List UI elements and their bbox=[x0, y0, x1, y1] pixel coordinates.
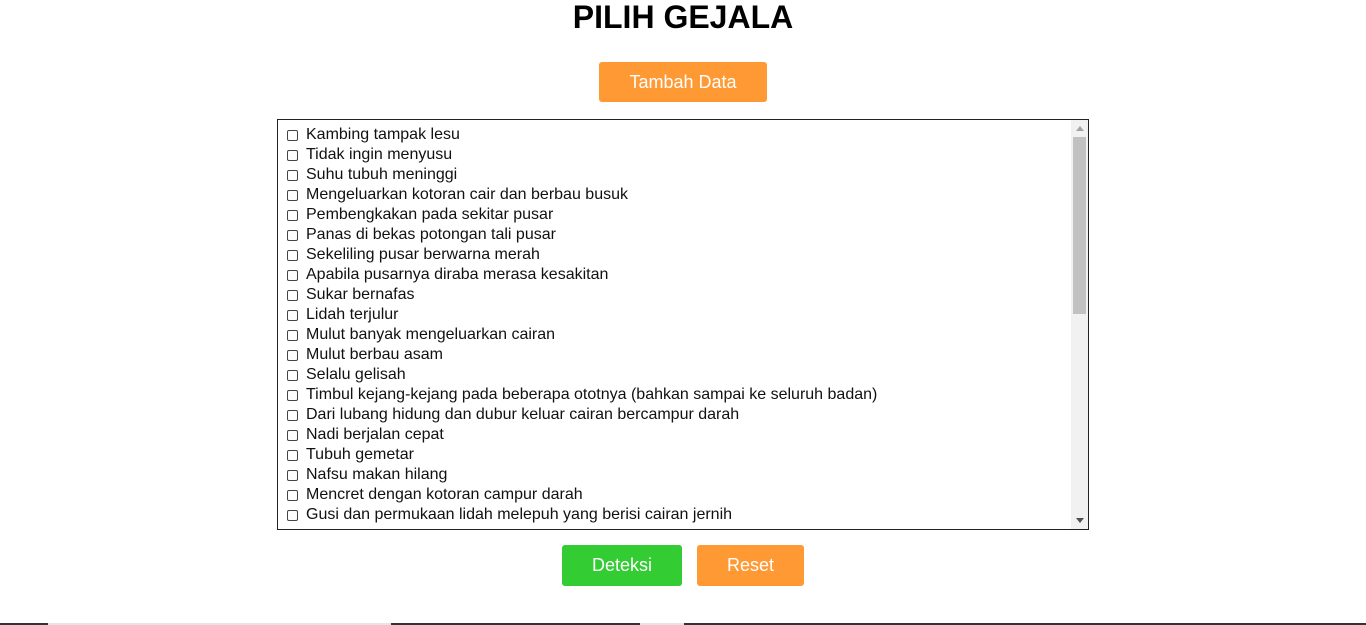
symptom-label: Pembengkakan pada sekitar pusar bbox=[306, 206, 554, 223]
symptom-label: Timbul kejang-kejang pada beberapa ototnya (bahkan sampai ke seluruh badan) bbox=[306, 386, 878, 403]
symptom-label: Nadi berjalan cepat bbox=[306, 426, 444, 443]
symptom-item[interactable] bbox=[278, 385, 1071, 405]
symptom-item[interactable] bbox=[278, 305, 1071, 325]
symptom-checkbox[interactable] bbox=[287, 390, 298, 401]
symptom-item[interactable] bbox=[278, 245, 1071, 265]
detect-button[interactable]: Deteksi bbox=[562, 545, 682, 586]
symptom-checkbox[interactable] bbox=[287, 330, 298, 341]
symptom-item[interactable] bbox=[278, 145, 1071, 165]
symptom-checkbox[interactable] bbox=[287, 310, 298, 321]
symptom-item[interactable] bbox=[278, 505, 1071, 525]
symptom-checkbox[interactable] bbox=[287, 410, 298, 421]
symptom-label: Kambing tampak lesu bbox=[306, 126, 460, 143]
symptom-label: Gusi dan permukaan lidah melepuh yang berisi cairan jernih bbox=[306, 506, 733, 523]
symptom-label: Apabila pusarnya diraba merasa kesakitan bbox=[306, 266, 609, 283]
symptom-label: Mencret dengan kotoran campur darah bbox=[306, 486, 583, 503]
symptom-item[interactable] bbox=[278, 445, 1071, 465]
symptom-label: Sukar bernafas bbox=[306, 286, 415, 303]
symptom-label: Panas di bekas potongan tali pusar bbox=[306, 226, 556, 243]
symptom-item[interactable] bbox=[278, 405, 1071, 425]
symptom-item[interactable] bbox=[278, 345, 1071, 365]
symptom-checkbox[interactable] bbox=[287, 250, 298, 261]
symptom-label: Tubuh gemetar bbox=[306, 446, 414, 463]
symptom-checkbox[interactable] bbox=[287, 210, 298, 221]
symptom-item[interactable] bbox=[278, 165, 1071, 185]
symptom-checkbox[interactable] bbox=[287, 490, 298, 501]
page-title: PILIH GEJALA bbox=[572, 0, 794, 35]
symptom-label: Dari lubang hidung dan dubur keluar cairan bercampur darah bbox=[306, 406, 740, 423]
scroll-down-icon[interactable] bbox=[1071, 512, 1088, 529]
symptom-label: Lidah terjulur bbox=[306, 306, 399, 323]
symptom-checkbox[interactable] bbox=[287, 450, 298, 461]
symptom-list-box[interactable] bbox=[277, 119, 1089, 530]
symptom-item[interactable] bbox=[278, 465, 1071, 485]
symptom-item[interactable] bbox=[278, 485, 1071, 505]
scroll-up-icon[interactable] bbox=[1071, 120, 1088, 137]
symptom-label: Tidak ingin menyusu bbox=[306, 146, 453, 163]
symptom-item[interactable] bbox=[278, 365, 1071, 385]
symptom-checkbox[interactable] bbox=[287, 130, 298, 141]
reset-button[interactable]: Reset bbox=[697, 545, 804, 586]
symptom-label: Mulut banyak mengeluarkan cairan bbox=[306, 326, 556, 343]
symptom-label: Mulut berbau asam bbox=[306, 346, 443, 363]
symptom-checkbox[interactable] bbox=[287, 510, 298, 521]
symptom-checkbox[interactable] bbox=[287, 470, 298, 481]
symptom-item[interactable] bbox=[278, 185, 1071, 205]
symptom-checkbox[interactable] bbox=[287, 270, 298, 281]
symptom-list-scrollbar[interactable] bbox=[1071, 120, 1088, 529]
symptom-checkbox[interactable] bbox=[287, 430, 298, 441]
symptom-checkbox[interactable] bbox=[287, 230, 298, 241]
symptom-item[interactable] bbox=[278, 265, 1071, 285]
symptom-checkbox[interactable] bbox=[287, 150, 298, 161]
symptom-item[interactable] bbox=[278, 325, 1071, 345]
symptom-list bbox=[278, 120, 1071, 529]
symptom-checkbox[interactable] bbox=[287, 290, 298, 301]
symptom-item[interactable] bbox=[278, 205, 1071, 225]
symptom-checkbox[interactable] bbox=[287, 190, 298, 201]
symptom-label: Mengeluarkan kotoran cair dan berbau busuk bbox=[306, 186, 628, 203]
symptom-label: Suhu tubuh meninggi bbox=[306, 166, 458, 183]
symptom-checkbox[interactable] bbox=[287, 170, 298, 181]
symptom-item[interactable] bbox=[278, 125, 1071, 145]
symptom-label: Nafsu makan hilang bbox=[306, 466, 448, 483]
symptom-label: Sekeliling pusar berwarna merah bbox=[306, 246, 540, 263]
symptom-item[interactable] bbox=[278, 285, 1071, 305]
symptom-item[interactable] bbox=[278, 425, 1071, 445]
add-data-button[interactable]: Tambah Data bbox=[599, 62, 767, 102]
symptom-label: Selalu gelisah bbox=[306, 366, 406, 383]
symptom-item[interactable] bbox=[278, 225, 1071, 245]
scrollbar-thumb[interactable] bbox=[1073, 137, 1086, 314]
symptom-checkbox[interactable] bbox=[287, 370, 298, 381]
symptom-checkbox[interactable] bbox=[287, 350, 298, 361]
